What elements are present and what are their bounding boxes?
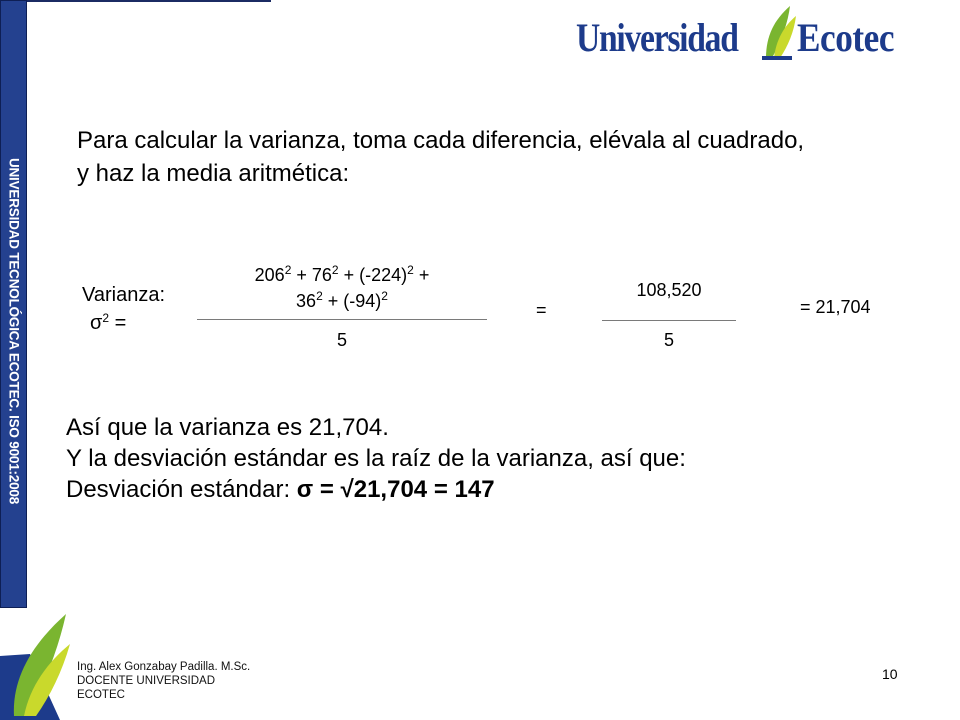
sum-of-squares-numerator: [197, 262, 487, 314]
sigma-symbol: σ: [90, 312, 103, 334]
equals-sign: =: [536, 300, 547, 320]
conclusion-line-1: Así que la varianza es 21,704.: [66, 414, 389, 441]
footer-role: DOCENTE UNIVERSIDAD: [77, 675, 216, 687]
conclusion-line-2: Y la desviación estándar es la raíz de la varianza, así que:: [66, 445, 686, 472]
term-base: 76: [311, 265, 332, 285]
footer-institution: ECOTEC: [77, 689, 125, 701]
conclusion-paragraph: [66, 412, 686, 505]
denominator-1: 5: [336, 330, 347, 350]
term-base: (-94): [343, 291, 382, 311]
term-sep: +: [322, 291, 344, 311]
footer-author: Ing. Alex Gonzabay Padilla. M.Sc.: [77, 661, 251, 673]
footer-leaf-logo-icon: [0, 606, 72, 720]
term-exp: 2: [316, 289, 323, 303]
fraction-bar-2: [602, 320, 736, 321]
term-exp: 2: [284, 263, 292, 277]
logo-wordmark-universidad: Universidad: [576, 15, 738, 60]
denominator-2: 5: [663, 330, 674, 350]
term-base: 36: [296, 291, 317, 311]
term-exp: 2: [331, 263, 339, 277]
sidebar-text: UNIVERSIDAD TECNOLÓGICA ECOTEC. ISO 9001:2008: [6, 157, 22, 505]
term-sep: +: [413, 265, 430, 285]
std-dev-label: Desviación estándar:: [66, 476, 297, 503]
term-exp: 2: [407, 263, 414, 277]
logo-wordmark-ecotec: Ecotec: [797, 15, 895, 60]
page-number: 10: [882, 666, 898, 682]
std-dev-formula: σ = √21,704 = 147: [296, 476, 495, 503]
fraction-bar-1: [197, 319, 487, 320]
intro-line-1: Para calcular la varianza, toma cada diferencia, elévala al cuadrado,: [77, 127, 805, 154]
numerator-line-1: [197, 262, 487, 288]
numerator-line-2: [197, 288, 487, 314]
term-exp: 2: [381, 289, 388, 303]
variance-result: = 21,704: [800, 297, 871, 317]
conclusion-line-3: [66, 474, 686, 505]
sigma-exponent: 2: [102, 311, 110, 325]
sigma-equals: =: [109, 312, 127, 334]
term-base: 206: [254, 265, 285, 285]
footer-author-block: [77, 660, 250, 702]
sum-value: 108,520: [636, 280, 702, 300]
term-base: (-224): [359, 265, 408, 285]
sigma-squared-label: [90, 312, 126, 335]
intro-line-2: y haz la media aritmética:: [77, 160, 350, 187]
variance-label: Varianza:: [82, 284, 166, 306]
term-sep: +: [291, 265, 312, 285]
term-sep: +: [338, 265, 360, 285]
